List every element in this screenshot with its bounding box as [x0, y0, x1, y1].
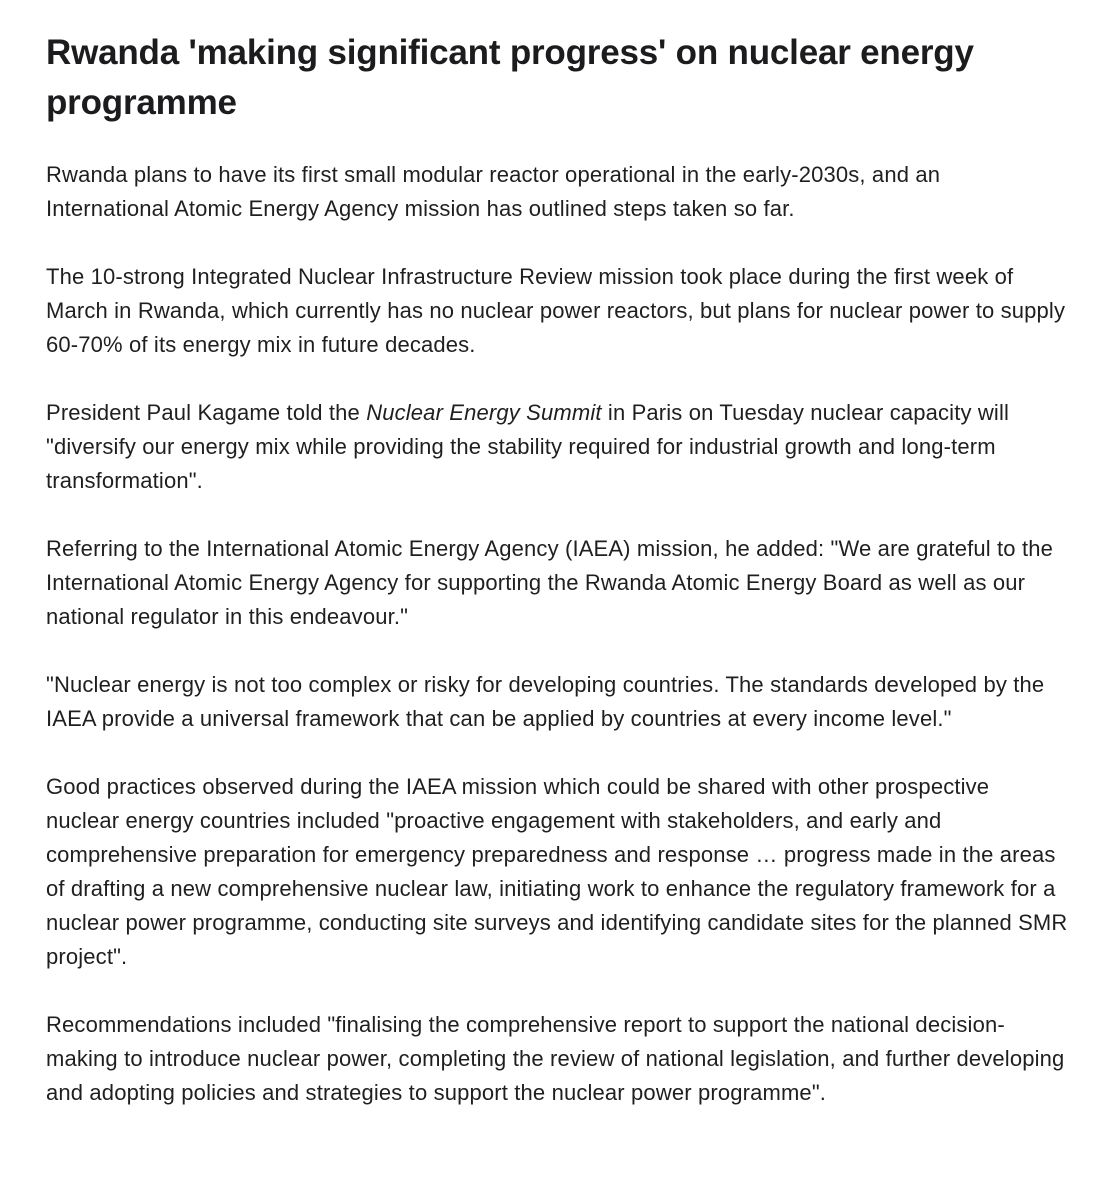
paragraph-quote-standards: "Nuclear energy is not too complex or risky for developing countries. The standards developed by the IAEA provide a universal framework that can be applied by countries at every income level.": [46, 672, 1045, 731]
paragraph-kagame-after: in Paris on Tuesday nuclear capacity will "diversify our energy mix while providing the stability required for industrial growth and long-term transformation".: [46, 400, 1010, 493]
paragraph-kagame-before: President Paul Kagame told the: [46, 400, 367, 425]
paragraph-intro: Rwanda plans to have its first small modular reactor operational in the early-2030s, and an International Atomic Energy Agency mission has outlined steps taken so far.: [46, 162, 941, 221]
paragraph-recommendations: Recommendations included "finalising the comprehensive report to support the national decision-making to introduce nuclear power, completing the review of national legislation, and further developing and adopting policies and strategies to support the nuclear power programme".: [46, 1012, 1065, 1105]
paragraph-mission: The 10-strong Integrated Nuclear Infrastructure Review mission took place during the first week of March in Rwanda, which currently has no nuclear power reactors, but plans for nuclear power to supply 60-70% of its energy mix in future decades.: [46, 264, 1066, 357]
article-headline: Rwanda 'making significant progress' on nuclear energy programme: [46, 33, 974, 122]
summit-name-emphasis: Nuclear Energy Summit: [366, 400, 602, 425]
paragraph-good-practices: Good practices observed during the IAEA mission which could be shared with other prospective nuclear energy countries included "proactive engagement with stakeholders, and early and comprehensive preparation for emergency preparedness and response … progress made in the areas of drafting a new comprehensive nuclear law, initiating work to enhance the regulatory framework for a nuclear power programme, conducting site surveys and identifying candidate sites for the planned SMR project".: [46, 774, 1068, 969]
paragraph-iaea-gratitude: Referring to the International Atomic Energy Agency (IAEA) mission, he added: "We are grateful to the International Atomic Energy Agency for supporting the Rwanda Atomic Energy Board as well as our national regulator in this endeavour.": [46, 536, 1053, 629]
paragraph-kagame-summit: [46, 396, 1068, 498]
